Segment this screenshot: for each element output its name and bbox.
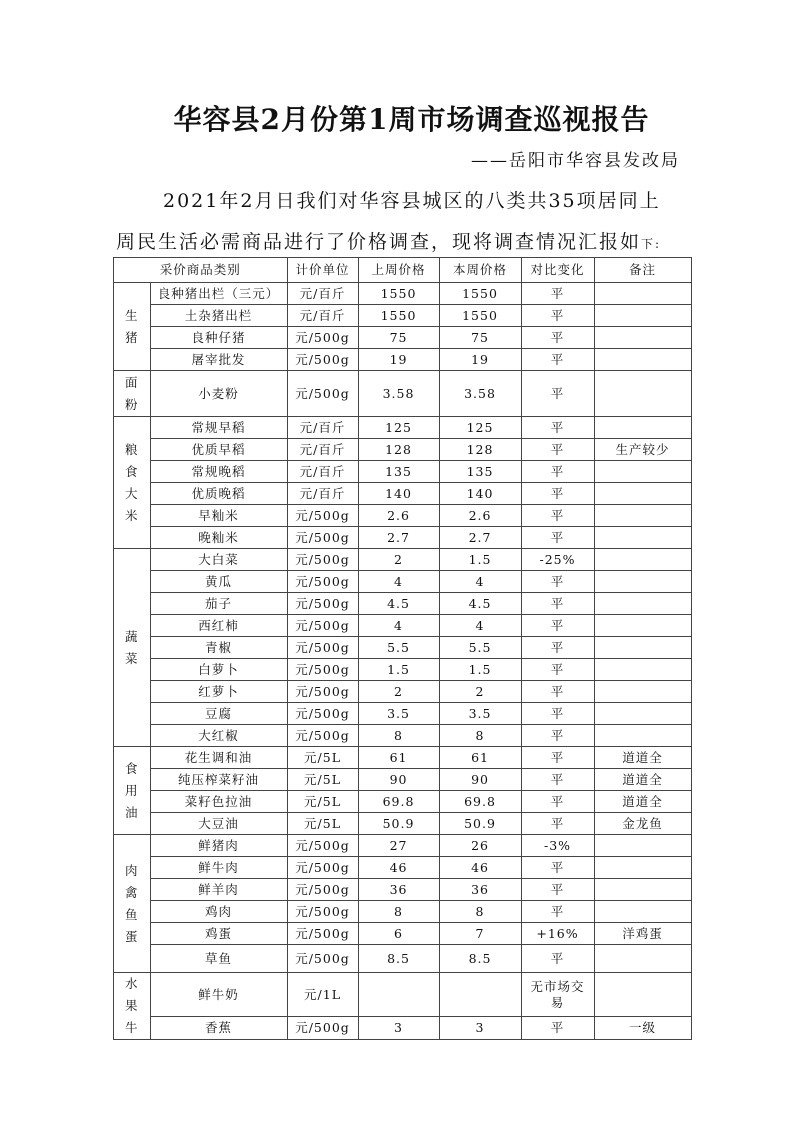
item-cell: 早籼米 [150, 505, 287, 527]
last-week-price: 3.58 [358, 371, 439, 417]
item-cell: 大红椒 [150, 725, 287, 747]
this-week-price: 128 [439, 439, 521, 461]
this-week-price: 7 [439, 923, 521, 945]
note-cell [594, 973, 691, 1017]
category-cell: 肉禽鱼蛋 [114, 835, 151, 973]
unit-cell: 元/5L [287, 791, 358, 813]
item-cell: 花生调和油 [150, 747, 287, 769]
item-cell: 常规早稻 [150, 417, 287, 439]
change-cell: 平 [521, 659, 594, 681]
table-row [114, 483, 692, 505]
change-cell: 平 [521, 681, 594, 703]
change-cell: 平 [521, 813, 594, 835]
table-row [114, 349, 692, 371]
item-cell: 香蕉 [150, 1017, 287, 1040]
table-row [114, 305, 692, 327]
unit-cell: 元/百斤 [287, 461, 358, 483]
this-week-price: 4 [439, 615, 521, 637]
this-week-price: 75 [439, 327, 521, 349]
note-cell [594, 349, 691, 371]
intro-line-2 [116, 227, 661, 254]
this-week-price: 36 [439, 879, 521, 901]
table-row [114, 593, 692, 615]
unit-cell: 元/1L [287, 973, 358, 1017]
this-week-price: 61 [439, 747, 521, 769]
unit-cell: 元/500g [287, 349, 358, 371]
note-cell [594, 417, 691, 439]
unit-cell: 元/百斤 [287, 305, 358, 327]
unit-cell: 元/500g [287, 923, 358, 945]
last-week-price: 2 [358, 549, 439, 571]
table-row [114, 945, 692, 973]
this-week-price: 2.6 [439, 505, 521, 527]
change-cell: 平 [521, 505, 594, 527]
last-week-price: 2.6 [358, 505, 439, 527]
table-row [114, 659, 692, 681]
table-row [114, 879, 692, 901]
this-week-price: 135 [439, 461, 521, 483]
table-row [114, 527, 692, 549]
change-cell: 平 [521, 901, 594, 923]
table-row [114, 813, 692, 835]
note-cell [594, 461, 691, 483]
report-title: 华容县2月份第1周市场调查巡视报告 [173, 103, 650, 136]
last-week-price: 125 [358, 417, 439, 439]
this-week-price: 8 [439, 901, 521, 923]
unit-cell: 元/500g [287, 1017, 358, 1040]
item-cell: 良种仔猪 [150, 327, 287, 349]
note-cell [594, 327, 691, 349]
item-cell: 良种猪出栏（三元） [150, 283, 287, 305]
change-cell: 平 [521, 791, 594, 813]
change-cell: 平 [521, 527, 594, 549]
intro-line-2-text: 周民生活必需商品进行了价格调查，现将调查情况汇报如 [116, 231, 642, 253]
unit-cell: 元/500g [287, 879, 358, 901]
note-cell [594, 901, 691, 923]
item-cell: 晚籼米 [150, 527, 287, 549]
change-cell: -25% [521, 549, 594, 571]
note-cell [594, 681, 691, 703]
table-row [114, 973, 692, 1017]
table-row [114, 857, 692, 879]
change-cell: 平 [521, 945, 594, 973]
note-cell: 生产较少 [594, 439, 691, 461]
change-cell: 平 [521, 747, 594, 769]
last-week-price: 61 [358, 747, 439, 769]
item-cell: 常规晚稻 [150, 461, 287, 483]
table-row [114, 835, 692, 857]
this-week-price: 1550 [439, 283, 521, 305]
note-cell: 洋鸡蛋 [594, 923, 691, 945]
item-cell: 白萝卜 [150, 659, 287, 681]
unit-cell: 元/5L [287, 747, 358, 769]
category-cell: 面粉 [114, 371, 151, 417]
category-cell: 粮食大米 [114, 417, 151, 549]
last-week-price: 2.7 [358, 527, 439, 549]
note-cell [594, 725, 691, 747]
table-header-row [114, 258, 692, 283]
table-row [114, 417, 692, 439]
note-cell: 金龙鱼 [594, 813, 691, 835]
item-cell: 青椒 [150, 637, 287, 659]
change-cell: 平 [521, 461, 594, 483]
change-cell: 平 [521, 417, 594, 439]
this-week-price: 3.58 [439, 371, 521, 417]
change-cell: 平 [521, 305, 594, 327]
unit-cell: 元/500g [287, 681, 358, 703]
unit-cell: 元/5L [287, 769, 358, 791]
last-week-price: 3 [358, 1017, 439, 1040]
this-week-price: 69.8 [439, 791, 521, 813]
category-cell: 食用油 [114, 747, 151, 835]
last-week-price: 1.5 [358, 659, 439, 681]
header-change: 对比变化 [521, 258, 594, 283]
unit-cell: 元/500g [287, 371, 358, 417]
last-week-price: 46 [358, 857, 439, 879]
header-last-week: 上周价格 [358, 258, 439, 283]
note-cell [594, 505, 691, 527]
this-week-price [439, 973, 521, 1017]
last-week-price: 6 [358, 923, 439, 945]
change-cell: 平 [521, 283, 594, 305]
last-week-price [358, 973, 439, 1017]
change-cell: 平 [521, 615, 594, 637]
item-cell: 屠宰批发 [150, 349, 287, 371]
note-cell [594, 483, 691, 505]
item-cell: 西红柿 [150, 615, 287, 637]
unit-cell: 元/500g [287, 549, 358, 571]
last-week-price: 3.5 [358, 703, 439, 725]
intro-tail: 下: [641, 237, 662, 251]
table-row [114, 549, 692, 571]
table-row [114, 1017, 692, 1040]
item-cell: 鲜牛奶 [150, 973, 287, 1017]
last-week-price: 90 [358, 769, 439, 791]
item-cell: 大白菜 [150, 549, 287, 571]
this-week-price: 8 [439, 725, 521, 747]
table-row [114, 725, 692, 747]
unit-cell: 元/500g [287, 725, 358, 747]
note-cell [594, 527, 691, 549]
change-cell: +16% [521, 923, 594, 945]
change-cell: 平 [521, 327, 594, 349]
this-week-price: 4.5 [439, 593, 521, 615]
table-row [114, 769, 692, 791]
unit-cell: 元/500g [287, 637, 358, 659]
change-cell: 平 [521, 703, 594, 725]
this-week-price: 50.9 [439, 813, 521, 835]
last-week-price: 36 [358, 879, 439, 901]
this-week-price: 26 [439, 835, 521, 857]
last-week-price: 4.5 [358, 593, 439, 615]
this-week-price: 19 [439, 349, 521, 371]
unit-cell: 元/500g [287, 571, 358, 593]
this-week-price: 2.7 [439, 527, 521, 549]
unit-cell: 元/500g [287, 593, 358, 615]
item-cell: 鲜猪肉 [150, 835, 287, 857]
table-row [114, 791, 692, 813]
change-cell: 平 [521, 593, 594, 615]
this-week-price: 4 [439, 571, 521, 593]
change-cell: 平 [521, 1017, 594, 1040]
category-cell: 水果牛 [114, 973, 151, 1040]
unit-cell: 元/500g [287, 615, 358, 637]
item-cell: 大豆油 [150, 813, 287, 835]
unit-cell: 元/百斤 [287, 439, 358, 461]
change-cell: 平 [521, 439, 594, 461]
this-week-price: 5.5 [439, 637, 521, 659]
item-cell: 鲜羊肉 [150, 879, 287, 901]
last-week-price: 1550 [358, 305, 439, 327]
price-table [113, 257, 692, 1040]
note-cell [594, 615, 691, 637]
this-week-price: 2 [439, 681, 521, 703]
this-week-price: 46 [439, 857, 521, 879]
table-row [114, 327, 692, 349]
table-row [114, 371, 692, 417]
item-cell: 鸡肉 [150, 901, 287, 923]
last-week-price: 8 [358, 901, 439, 923]
change-cell: 平 [521, 571, 594, 593]
last-week-price: 69.8 [358, 791, 439, 813]
note-cell [594, 283, 691, 305]
note-cell: 道道全 [594, 747, 691, 769]
item-cell: 菜籽色拉油 [150, 791, 287, 813]
change-cell: -3% [521, 835, 594, 857]
last-week-price: 50.9 [358, 813, 439, 835]
item-cell: 黄瓜 [150, 571, 287, 593]
unit-cell: 元/百斤 [287, 417, 358, 439]
table-row [114, 901, 692, 923]
item-cell: 鸡蛋 [150, 923, 287, 945]
item-cell: 纯压榨菜籽油 [150, 769, 287, 791]
unit-cell: 元/百斤 [287, 283, 358, 305]
last-week-price: 2 [358, 681, 439, 703]
category-cell: 蔬菜 [114, 549, 151, 747]
last-week-price: 8 [358, 725, 439, 747]
unit-cell: 元/500g [287, 327, 358, 349]
note-cell [594, 703, 691, 725]
note-cell [594, 835, 691, 857]
change-cell: 平 [521, 725, 594, 747]
last-week-price: 75 [358, 327, 439, 349]
table-row [114, 283, 692, 305]
last-week-price: 19 [358, 349, 439, 371]
item-cell: 草鱼 [150, 945, 287, 973]
table-row [114, 637, 692, 659]
item-cell: 豆腐 [150, 703, 287, 725]
unit-cell: 元/500g [287, 527, 358, 549]
note-cell: 道道全 [594, 791, 691, 813]
table-row [114, 505, 692, 527]
change-cell: 平 [521, 879, 594, 901]
unit-cell: 元/500g [287, 703, 358, 725]
table-row [114, 703, 692, 725]
last-week-price: 140 [358, 483, 439, 505]
change-cell: 平 [521, 483, 594, 505]
item-cell: 小麦粉 [150, 371, 287, 417]
item-cell: 优质早稻 [150, 439, 287, 461]
table-row [114, 747, 692, 769]
unit-cell: 元/500g [287, 901, 358, 923]
last-week-price: 4 [358, 571, 439, 593]
last-week-price: 128 [358, 439, 439, 461]
change-cell: 无市场交易 [521, 973, 594, 1017]
unit-cell: 元/5L [287, 813, 358, 835]
last-week-price: 27 [358, 835, 439, 857]
unit-cell: 元/500g [287, 857, 358, 879]
table-row [114, 923, 692, 945]
header-category: 采价商品类别 [114, 258, 288, 283]
report-author: ——岳阳市华容县发改局 [471, 151, 680, 171]
note-cell [594, 305, 691, 327]
this-week-price: 3.5 [439, 703, 521, 725]
this-week-price: 3 [439, 1017, 521, 1040]
item-cell: 茄子 [150, 593, 287, 615]
note-cell [594, 659, 691, 681]
note-cell [594, 549, 691, 571]
note-cell [594, 593, 691, 615]
change-cell: 平 [521, 857, 594, 879]
note-cell [594, 945, 691, 973]
unit-cell: 元/500g [287, 945, 358, 973]
item-cell: 红萝卜 [150, 681, 287, 703]
unit-cell: 元/百斤 [287, 483, 358, 505]
this-week-price: 125 [439, 417, 521, 439]
category-cell: 生猪 [114, 283, 151, 371]
note-cell [594, 879, 691, 901]
last-week-price: 5.5 [358, 637, 439, 659]
table-row [114, 461, 692, 483]
table-row [114, 681, 692, 703]
this-week-price: 1.5 [439, 549, 521, 571]
table-row [114, 615, 692, 637]
last-week-price: 135 [358, 461, 439, 483]
header-this-week: 本周价格 [439, 258, 521, 283]
table-row [114, 439, 692, 461]
this-week-price: 90 [439, 769, 521, 791]
this-week-price: 140 [439, 483, 521, 505]
change-cell: 平 [521, 769, 594, 791]
change-cell: 平 [521, 349, 594, 371]
unit-cell: 元/500g [287, 659, 358, 681]
change-cell: 平 [521, 637, 594, 659]
note-cell [594, 637, 691, 659]
intro-line-1: 2021年2月日我们对华容县城区的八类共35项居同上 [163, 190, 661, 212]
this-week-price: 1.5 [439, 659, 521, 681]
header-note: 备注 [594, 258, 691, 283]
last-week-price: 4 [358, 615, 439, 637]
note-cell [594, 371, 691, 417]
item-cell: 鲜牛肉 [150, 857, 287, 879]
unit-cell: 元/500g [287, 505, 358, 527]
item-cell: 优质晚稻 [150, 483, 287, 505]
note-cell: 一级 [594, 1017, 691, 1040]
last-week-price: 8.5 [358, 945, 439, 973]
unit-cell: 元/500g [287, 835, 358, 857]
header-unit: 计价单位 [287, 258, 358, 283]
table-row [114, 571, 692, 593]
item-cell: 土杂猪出栏 [150, 305, 287, 327]
this-week-price: 8.5 [439, 945, 521, 973]
note-cell [594, 857, 691, 879]
this-week-price: 1550 [439, 305, 521, 327]
note-cell: 道道全 [594, 769, 691, 791]
note-cell [594, 571, 691, 593]
change-cell: 平 [521, 371, 594, 417]
last-week-price: 1550 [358, 283, 439, 305]
